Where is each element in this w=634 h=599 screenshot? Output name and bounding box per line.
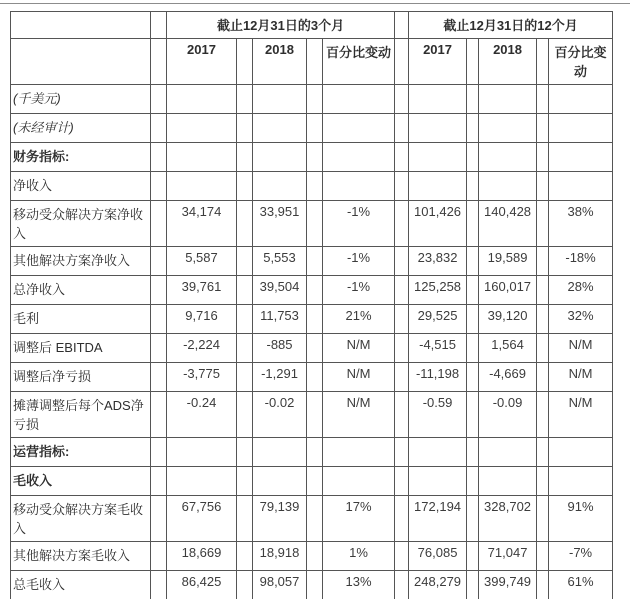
spacer-cell (307, 496, 323, 542)
spacer-cell (467, 392, 479, 438)
value-cell: N/M (323, 363, 395, 392)
spacer-cell (237, 496, 253, 542)
spacer-cell (151, 438, 167, 467)
spacer-cell (151, 467, 167, 496)
value-cell: N/M (549, 363, 613, 392)
value-cell: 86,425 (167, 571, 237, 599)
value-cell: 11,753 (253, 305, 307, 334)
col-header-pct-change-3m: 百分比变动 (323, 39, 395, 85)
value-cell: -0.24 (167, 392, 237, 438)
table-row (11, 392, 613, 438)
row-label: 毛收入 (11, 467, 151, 496)
value-cell (409, 467, 467, 496)
spacer-cell (537, 39, 549, 85)
spacer-cell (537, 85, 549, 114)
value-cell: 399,749 (479, 571, 537, 599)
col-header-2018-12m: 2018 (479, 39, 537, 85)
spacer-cell (395, 172, 409, 201)
value-cell (253, 85, 307, 114)
value-cell: -4,669 (479, 363, 537, 392)
spacer-cell (537, 363, 549, 392)
value-cell: 79,139 (253, 496, 307, 542)
value-cell: 61% (549, 571, 613, 599)
value-cell: N/M (549, 392, 613, 438)
value-cell (549, 172, 613, 201)
spacer-cell (307, 542, 323, 571)
spacer-cell (395, 571, 409, 599)
value-cell (167, 467, 237, 496)
value-cell (479, 85, 537, 114)
value-cell: 18,669 (167, 542, 237, 571)
col-header-2018-3m: 2018 (253, 39, 307, 85)
value-cell (167, 438, 237, 467)
value-cell (167, 143, 237, 172)
spacer-cell (151, 201, 167, 247)
spacer-cell (151, 305, 167, 334)
value-cell (549, 143, 613, 172)
value-cell: -0.02 (253, 392, 307, 438)
spacer-cell (395, 247, 409, 276)
value-cell: 101,426 (409, 201, 467, 247)
spacer-cell (307, 143, 323, 172)
spacer-cell (537, 392, 549, 438)
value-cell: -7% (549, 542, 613, 571)
spacer-cell (537, 114, 549, 143)
spacer-cell (537, 496, 549, 542)
value-cell: -1% (323, 247, 395, 276)
value-cell (409, 172, 467, 201)
value-cell (409, 143, 467, 172)
spacer-cell (467, 467, 479, 496)
spacer-cell (151, 276, 167, 305)
spacer-cell (151, 363, 167, 392)
table-row (11, 201, 613, 247)
spacer-cell (467, 114, 479, 143)
spacer-cell (467, 305, 479, 334)
spacer-cell (537, 276, 549, 305)
value-cell: 140,428 (479, 201, 537, 247)
spacer-cell (307, 467, 323, 496)
value-cell: 91% (549, 496, 613, 542)
spacer-cell (237, 571, 253, 599)
spacer-cell (537, 247, 549, 276)
value-cell: 328,702 (479, 496, 537, 542)
value-cell (323, 467, 395, 496)
spacer-cell (537, 201, 549, 247)
value-cell: 5,587 (167, 247, 237, 276)
spacer-cell (307, 334, 323, 363)
value-cell: -1,291 (253, 363, 307, 392)
row-label: 调整后净亏损 (11, 363, 151, 392)
spacer-cell (307, 305, 323, 334)
spacer-cell (395, 438, 409, 467)
corner-cell (11, 39, 151, 85)
value-cell: 21% (323, 305, 395, 334)
value-cell (253, 172, 307, 201)
spacer-cell (395, 276, 409, 305)
spacer-cell (237, 39, 253, 85)
value-cell: -1% (323, 276, 395, 305)
value-cell: 19,589 (479, 247, 537, 276)
row-label: 摊薄调整后每个ADS净亏损 (11, 392, 151, 438)
spacer-cell (237, 334, 253, 363)
value-cell (409, 114, 467, 143)
spacer-cell (307, 172, 323, 201)
spacer-cell (467, 39, 479, 85)
spacer-cell (395, 363, 409, 392)
value-cell (253, 114, 307, 143)
value-cell: 248,279 (409, 571, 467, 599)
table-row (11, 85, 613, 114)
value-cell: 32% (549, 305, 613, 334)
table-row (11, 172, 613, 201)
spacer-cell (467, 85, 479, 114)
spacer-cell (467, 276, 479, 305)
value-cell (253, 143, 307, 172)
row-label: 移动受众解决方案毛收入 (11, 496, 151, 542)
spacer-cell (151, 334, 167, 363)
table-row (11, 334, 613, 363)
row-label: 总毛收入 (11, 571, 151, 599)
financial-table (10, 11, 613, 599)
row-label: 净收入 (11, 172, 151, 201)
spacer-cell (237, 247, 253, 276)
table-row (11, 305, 613, 334)
table-row (11, 363, 613, 392)
value-cell: 39,120 (479, 305, 537, 334)
value-cell: 34,174 (167, 201, 237, 247)
spacer-cell (395, 85, 409, 114)
spacer-cell (307, 114, 323, 143)
value-cell: -1% (323, 201, 395, 247)
value-cell: -0.59 (409, 392, 467, 438)
table-row (11, 114, 613, 143)
spacer-cell (151, 12, 167, 39)
row-label: 其他解决方案净收入 (11, 247, 151, 276)
value-cell: 67,756 (167, 496, 237, 542)
spacer-cell (237, 276, 253, 305)
spacer-cell (237, 467, 253, 496)
value-cell (167, 85, 237, 114)
value-cell: 38% (549, 201, 613, 247)
row-label: 移动受众解决方案净收入 (11, 201, 151, 247)
table-row (11, 496, 613, 542)
value-cell (323, 85, 395, 114)
spacer-cell (237, 438, 253, 467)
value-cell: 125,258 (409, 276, 467, 305)
col-header-pct-change-12m: 百分比变动 (549, 39, 613, 85)
value-cell: -2,224 (167, 334, 237, 363)
value-cell: 5,553 (253, 247, 307, 276)
corner-cell (11, 12, 151, 39)
spacer-cell (395, 334, 409, 363)
spacer-cell (151, 114, 167, 143)
value-cell: 1% (323, 542, 395, 571)
spacer-cell (307, 571, 323, 599)
table-row (11, 438, 613, 467)
value-cell (479, 467, 537, 496)
spacer-cell (151, 571, 167, 599)
period-header-12m: 截止12月31日的12个月 (409, 12, 613, 39)
top-horizontal-rule (0, 3, 630, 4)
value-cell (549, 467, 613, 496)
spacer-cell (151, 496, 167, 542)
spacer-cell (151, 247, 167, 276)
spacer-cell (467, 496, 479, 542)
value-cell: 71,047 (479, 542, 537, 571)
spacer-cell (395, 114, 409, 143)
spacer-cell (467, 172, 479, 201)
value-cell: 13% (323, 571, 395, 599)
spacer-cell (467, 201, 479, 247)
spacer-cell (307, 247, 323, 276)
value-cell: 172,194 (409, 496, 467, 542)
period-header-row (11, 12, 613, 39)
table-row (11, 247, 613, 276)
value-cell (549, 438, 613, 467)
value-cell: 98,057 (253, 571, 307, 599)
value-cell: 39,761 (167, 276, 237, 305)
table-row (11, 467, 613, 496)
spacer-cell (395, 542, 409, 571)
spacer-cell (237, 305, 253, 334)
value-cell: 29,525 (409, 305, 467, 334)
value-cell (323, 438, 395, 467)
spacer-cell (395, 39, 409, 85)
spacer-cell (151, 143, 167, 172)
col-header-2017-3m: 2017 (167, 39, 237, 85)
column-header-row (11, 39, 613, 85)
value-cell: -3,775 (167, 363, 237, 392)
spacer-cell (395, 467, 409, 496)
spacer-cell (307, 85, 323, 114)
value-cell: -4,515 (409, 334, 467, 363)
spacer-cell (537, 542, 549, 571)
value-cell (549, 85, 613, 114)
value-cell: 23,832 (409, 247, 467, 276)
value-cell (167, 172, 237, 201)
value-cell: -18% (549, 247, 613, 276)
value-cell: N/M (549, 334, 613, 363)
row-label: 运营指标: (11, 438, 151, 467)
row-label: (千美元) (11, 85, 151, 114)
spacer-cell (237, 542, 253, 571)
spacer-cell (537, 438, 549, 467)
value-cell: 160,017 (479, 276, 537, 305)
spacer-cell (467, 571, 479, 599)
spacer-cell (467, 542, 479, 571)
spacer-cell (151, 39, 167, 85)
value-cell: 28% (549, 276, 613, 305)
spacer-cell (467, 334, 479, 363)
spacer-cell (307, 363, 323, 392)
value-cell: 76,085 (409, 542, 467, 571)
table-row (11, 542, 613, 571)
row-label: 毛利 (11, 305, 151, 334)
spacer-cell (395, 305, 409, 334)
value-cell (479, 114, 537, 143)
spacer-cell (151, 85, 167, 114)
row-label: (未经审计) (11, 114, 151, 143)
value-cell (323, 143, 395, 172)
spacer-cell (307, 201, 323, 247)
spacer-cell (467, 438, 479, 467)
col-header-2017-12m: 2017 (409, 39, 467, 85)
row-label: 总净收入 (11, 276, 151, 305)
value-cell (479, 438, 537, 467)
value-cell: -0.09 (479, 392, 537, 438)
spacer-cell (237, 363, 253, 392)
value-cell (253, 438, 307, 467)
value-cell (323, 172, 395, 201)
value-cell: 18,918 (253, 542, 307, 571)
spacer-cell (151, 392, 167, 438)
spacer-cell (537, 305, 549, 334)
value-cell: 17% (323, 496, 395, 542)
spacer-cell (537, 143, 549, 172)
value-cell: -11,198 (409, 363, 467, 392)
spacer-cell (307, 438, 323, 467)
spacer-cell (467, 363, 479, 392)
value-cell: N/M (323, 334, 395, 363)
spacer-cell (537, 571, 549, 599)
spacer-cell (151, 172, 167, 201)
spacer-cell (237, 85, 253, 114)
value-cell: -885 (253, 334, 307, 363)
row-label: 财务指标: (11, 143, 151, 172)
spacer-cell (237, 114, 253, 143)
row-label: 其他解决方案毛收入 (11, 542, 151, 571)
value-cell (253, 467, 307, 496)
value-cell (479, 172, 537, 201)
spacer-cell (151, 542, 167, 571)
value-cell: 39,504 (253, 276, 307, 305)
value-cell (549, 114, 613, 143)
spacer-cell (537, 467, 549, 496)
spacer-cell (467, 247, 479, 276)
value-cell: N/M (323, 392, 395, 438)
period-header-3m: 截止12月31日的3个月 (167, 12, 395, 39)
spacer-cell (467, 143, 479, 172)
spacer-cell (237, 201, 253, 247)
spacer-cell (237, 392, 253, 438)
value-cell (323, 114, 395, 143)
spacer-cell (237, 172, 253, 201)
value-cell: 33,951 (253, 201, 307, 247)
spacer-cell (395, 143, 409, 172)
spacer-cell (237, 143, 253, 172)
spacer-cell (537, 334, 549, 363)
spacer-cell (395, 201, 409, 247)
row-label: 调整后 EBITDA (11, 334, 151, 363)
spacer-cell (307, 39, 323, 85)
value-cell (409, 85, 467, 114)
table-row (11, 571, 613, 599)
spacer-cell (395, 496, 409, 542)
spacer-cell (537, 172, 549, 201)
value-cell: 1,564 (479, 334, 537, 363)
value-cell: 9,716 (167, 305, 237, 334)
spacer-cell (307, 276, 323, 305)
table-row (11, 276, 613, 305)
value-cell (479, 143, 537, 172)
table-row (11, 143, 613, 172)
value-cell (167, 114, 237, 143)
spacer-cell (395, 392, 409, 438)
value-cell (409, 438, 467, 467)
spacer-cell (395, 12, 409, 39)
spacer-cell (307, 392, 323, 438)
